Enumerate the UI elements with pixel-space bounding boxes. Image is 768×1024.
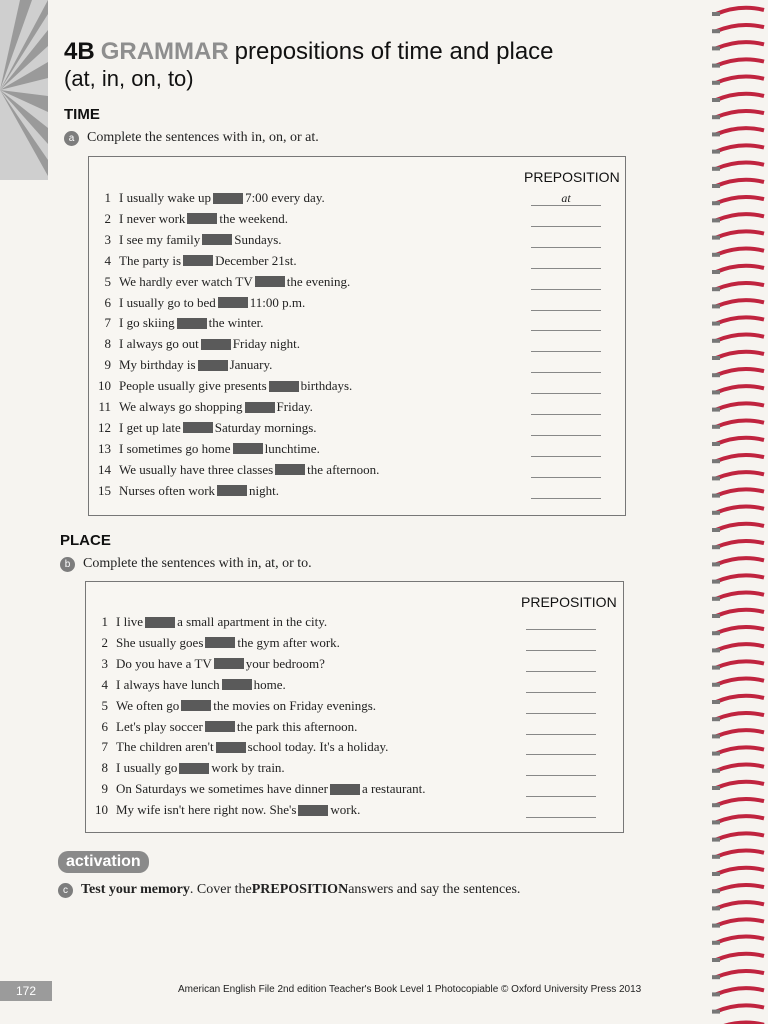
- sentence-number: 3: [104, 231, 111, 247]
- spiral-loop: [716, 128, 764, 134]
- sentence-end: home.: [253, 676, 286, 692]
- spiral-loop: [716, 782, 764, 788]
- spiral-hole: [712, 201, 720, 205]
- sentence-end: work.: [330, 802, 361, 818]
- spiral-loop: [716, 885, 764, 891]
- blank-gap: [183, 422, 213, 433]
- sentence-start: Do you have a TV: [116, 655, 212, 671]
- answer-line[interactable]: [526, 782, 596, 797]
- answer-line[interactable]: [526, 720, 596, 735]
- sentence-end: a small apartment in the city.: [177, 614, 328, 629]
- page-title: [64, 38, 554, 66]
- unit-code: 4B: [64, 38, 95, 65]
- sentence-end: Saturday mornings.: [214, 419, 317, 435]
- spiral-loop: [716, 919, 764, 925]
- spiral-hole: [712, 683, 720, 687]
- sentence-number: 15: [98, 482, 111, 498]
- spiral-hole: [712, 81, 720, 85]
- sentence-number: 8: [101, 760, 108, 776]
- time-preposition-header: PREPOSITION: [524, 169, 620, 185]
- sentence-row: [89, 440, 320, 458]
- blank-gap: [298, 805, 328, 816]
- blank-gap: [218, 297, 248, 308]
- spiral-hole: [712, 167, 720, 171]
- grammar-label: GRAMMAR: [100, 38, 229, 65]
- spiral-hole: [712, 218, 720, 222]
- spiral-loop: [716, 988, 764, 994]
- sentence-start: I go skiing: [119, 315, 175, 331]
- spiral-loop: [716, 541, 764, 547]
- sentence-start: We always go shopping: [119, 399, 243, 414]
- sentence-start: I live: [116, 614, 144, 629]
- sentence-row: [89, 314, 264, 332]
- answer-line[interactable]: [531, 233, 601, 248]
- sentence-row: [89, 482, 279, 500]
- sentence-number: 12: [98, 419, 111, 435]
- spiral-hole: [712, 631, 720, 635]
- spiral-loop: [716, 180, 764, 186]
- sentence-row: [86, 697, 376, 715]
- blank-gap: [213, 193, 243, 204]
- spiral-hole: [712, 408, 720, 412]
- sentence-start: I always go out: [119, 336, 199, 352]
- footer-credit: American English File 2nd edition Teacher's Book Level 1 Photocopiable © Oxford University Press 2013: [178, 984, 642, 995]
- sentence-number: 9: [104, 357, 111, 373]
- sentence-start: I sometimes go home: [119, 440, 231, 456]
- spiral-hole: [712, 494, 720, 498]
- spiral-loop: [716, 765, 764, 771]
- spiral-loop: [716, 610, 764, 616]
- spiral-hole: [712, 236, 720, 240]
- answer-line[interactable]: [531, 463, 601, 478]
- spiral-loop: [716, 214, 764, 220]
- sentence-row: [86, 676, 286, 694]
- spiral-hole: [712, 270, 720, 274]
- spiral-hole: [712, 322, 720, 326]
- sentence-end: lunchtime.: [264, 440, 320, 456]
- spiral-loop: [716, 386, 764, 392]
- sentence-end: 11:00 p.m.: [249, 294, 306, 310]
- spiral-loop: [716, 954, 764, 960]
- sentence-end: the evening.: [286, 273, 351, 289]
- answer-line[interactable]: [526, 761, 596, 776]
- spiral-hole: [712, 373, 720, 377]
- blank-gap: [255, 276, 285, 287]
- answer-line[interactable]: [526, 699, 596, 714]
- sentence-start: People usually give presents: [119, 378, 267, 394]
- sentence-end: 7:00 every day.: [245, 190, 325, 205]
- answer-line[interactable]: at: [531, 191, 601, 206]
- spiral-loop: [716, 317, 764, 323]
- spiral-loop: [716, 696, 764, 702]
- sentence-number: 10: [98, 378, 111, 394]
- spiral-hole: [712, 752, 720, 756]
- spiral-hole: [712, 184, 720, 188]
- sentence-row: [86, 655, 325, 673]
- spiral-loop: [716, 145, 764, 151]
- spiral-hole: [712, 442, 720, 446]
- spiral-hole: [712, 29, 720, 33]
- sentence-row: [86, 613, 327, 631]
- blank-gap: [205, 637, 235, 648]
- sentence-start: Nurses often work: [119, 482, 216, 498]
- sentence-row: [86, 759, 285, 777]
- activation-text-after: answers and say the sentences.: [348, 882, 521, 897]
- spiral-hole: [712, 924, 720, 928]
- spiral-loop: [716, 816, 764, 822]
- answer-line[interactable]: [531, 316, 601, 331]
- sentence-number: 6: [101, 718, 108, 734]
- spiral-hole: [712, 975, 720, 979]
- spiral-hole: [712, 614, 720, 618]
- sentence-start: I see my family: [119, 231, 201, 247]
- sentence-end: the afternoon.: [307, 461, 380, 477]
- spiral-loop: [716, 627, 764, 633]
- spiral-loop: [716, 971, 764, 977]
- sentence-row: [86, 780, 425, 798]
- sentence-start: We hardly ever watch TV: [119, 273, 253, 289]
- spiral-loop: [716, 593, 764, 599]
- activation-label: activation: [58, 851, 149, 873]
- sentence-start: I get up late: [119, 419, 181, 435]
- spiral-loop: [716, 249, 764, 255]
- spiral-hole: [712, 98, 720, 102]
- sentence-number: 3: [101, 655, 108, 671]
- spiral-hole: [712, 666, 720, 670]
- sentence-end: Friday night.: [232, 336, 300, 352]
- spiral-loop: [716, 507, 764, 513]
- sentence-start: On Saturdays we sometimes have dinner: [116, 781, 328, 797]
- spiral-loop: [716, 730, 764, 736]
- sentence-start: I usually go: [116, 760, 178, 776]
- spiral-hole: [712, 132, 720, 136]
- spiral-hole: [712, 304, 720, 308]
- sentence-start: She usually goes: [116, 634, 204, 650]
- blank-gap: [275, 464, 305, 475]
- spiral-hole: [712, 545, 720, 549]
- spiral-hole: [712, 992, 720, 996]
- sentence-row: [89, 398, 313, 416]
- sentence-start: The children aren't: [116, 739, 214, 755]
- spiral-loop: [716, 163, 764, 169]
- sunburst-decoration: [0, 0, 48, 180]
- blank-gap: [269, 381, 299, 392]
- place-heading: PLACE: [60, 532, 111, 549]
- sentence-end: the movies on Friday evenings.: [213, 697, 377, 713]
- sentence-start: My birthday is: [119, 357, 196, 373]
- spiral-hole: [712, 803, 720, 807]
- sentence-number: 11: [98, 399, 111, 414]
- spiral-loop: [716, 197, 764, 203]
- sentence-end: Friday.: [276, 399, 313, 414]
- sentence-end: night.: [249, 482, 280, 498]
- answer-line[interactable]: [531, 400, 601, 415]
- sentence-row: [89, 210, 288, 228]
- blank-gap: [216, 742, 246, 753]
- blank-gap: [217, 485, 247, 496]
- spiral-hole: [712, 12, 720, 16]
- sentence-end: the park this afternoon.: [236, 718, 358, 734]
- answer-line[interactable]: [526, 803, 596, 818]
- spiral-hole: [712, 769, 720, 773]
- sentence-start: I usually wake up: [119, 190, 212, 205]
- answer-line[interactable]: [531, 484, 601, 499]
- spiral-loop: [716, 421, 764, 427]
- blank-gap: [177, 318, 207, 329]
- spiral-hole: [712, 253, 720, 257]
- sentence-end: Sundays.: [234, 231, 282, 247]
- spiral-hole: [712, 872, 720, 876]
- time-instruction: [64, 130, 319, 146]
- sentence-row: [89, 377, 352, 395]
- spiral-loop: [716, 42, 764, 48]
- page-subtitle: (at, in, on, to): [64, 66, 194, 91]
- sentence-number: 5: [104, 273, 111, 289]
- sentence-row: [89, 294, 305, 312]
- blank-gap: [179, 763, 209, 774]
- spiral-hole: [712, 46, 720, 50]
- blank-gap: [233, 443, 263, 454]
- sentence-end: birthdays.: [300, 378, 353, 394]
- answer-line[interactable]: [531, 254, 601, 269]
- spiral-hole: [712, 700, 720, 704]
- sentence-end: December 21st.: [215, 252, 297, 268]
- spiral-hole: [712, 717, 720, 721]
- sentence-number: 2: [101, 634, 108, 650]
- sentence-row: [89, 356, 272, 374]
- spiral-hole: [712, 459, 720, 463]
- sentence-end: work by train.: [211, 760, 285, 776]
- sentence-number: 1: [101, 614, 108, 629]
- sentence-row: [86, 718, 357, 736]
- sentence-start: Let's play soccer: [116, 718, 203, 734]
- answer-line[interactable]: [531, 358, 601, 373]
- spiral-loop: [716, 937, 764, 943]
- spiral-loop: [716, 403, 764, 409]
- sentence-number: 5: [101, 697, 108, 713]
- answer-line[interactable]: [531, 379, 601, 394]
- sentence-start: I usually go to bed: [119, 294, 216, 310]
- answer-line[interactable]: [526, 678, 596, 693]
- answer-line[interactable]: [531, 421, 601, 436]
- answer-line[interactable]: [531, 296, 601, 311]
- spiral-hole: [712, 150, 720, 154]
- activation-bold2: PREPOSITION: [251, 882, 349, 897]
- spiral-hole: [712, 734, 720, 738]
- sentence-start: The party is: [119, 252, 182, 268]
- sentence-row: [89, 189, 325, 207]
- spiral-loop: [716, 231, 764, 237]
- time-instruction-text: Complete the sentences with in, on, or at.: [87, 130, 319, 145]
- sentence-number: 10: [95, 802, 108, 818]
- blank-gap: [330, 784, 360, 795]
- answer-line[interactable]: [526, 740, 596, 755]
- sentence-row: [89, 335, 300, 353]
- spiral-hole: [712, 580, 720, 584]
- spiral-loop: [716, 455, 764, 461]
- blank-gap: [187, 213, 217, 224]
- spiral-hole: [712, 356, 720, 360]
- spiral-hole: [712, 511, 720, 515]
- spiral-loop: [716, 833, 764, 839]
- answer-line[interactable]: [531, 337, 601, 352]
- spiral-loop: [716, 352, 764, 358]
- spiral-loop: [716, 868, 764, 874]
- blank-gap: [205, 721, 235, 732]
- spiral-loop: [716, 747, 764, 753]
- answer-line[interactable]: [531, 212, 601, 227]
- sentence-number: 13: [98, 440, 111, 456]
- spiral-loop: [716, 575, 764, 581]
- answer-line[interactable]: [531, 275, 601, 290]
- time-heading: TIME: [64, 106, 100, 123]
- sentence-end: the winter.: [208, 315, 264, 331]
- spiral-loop: [716, 661, 764, 667]
- section-badge-b: b: [60, 557, 75, 572]
- sentence-row: [89, 461, 379, 479]
- spiral-hole: [712, 528, 720, 532]
- spiral-hole: [712, 941, 720, 945]
- spiral-loop: [716, 369, 764, 375]
- spiral-loop: [716, 679, 764, 685]
- spiral-loop: [716, 1005, 764, 1011]
- blank-gap: [202, 234, 232, 245]
- sentence-end: a restaurant.: [361, 781, 426, 797]
- sentence-number: 4: [104, 252, 111, 268]
- sentence-start: We often go: [116, 697, 180, 713]
- blank-gap: [183, 255, 213, 266]
- answer-line[interactable]: [526, 615, 596, 630]
- spiral-loop: [716, 77, 764, 83]
- spiral-hole: [712, 889, 720, 893]
- sentence-number: 7: [104, 315, 111, 331]
- blank-gap: [201, 339, 231, 350]
- topic-label: prepositions of time and place: [234, 38, 554, 65]
- activation-bold: Test your memory: [81, 882, 190, 897]
- spiral-loop: [716, 489, 764, 495]
- spiral-loop: [716, 902, 764, 908]
- spiral-hole: [712, 1010, 720, 1014]
- sentence-row: [89, 419, 317, 437]
- sentence-end: the weekend.: [219, 210, 289, 226]
- place-preposition-header: PREPOSITION: [521, 594, 617, 610]
- sentence-number: 6: [104, 294, 111, 310]
- spiral-hole: [712, 425, 720, 429]
- spiral-hole: [712, 838, 720, 842]
- blank-gap: [222, 679, 252, 690]
- section-badge-a: a: [64, 131, 79, 146]
- sentence-row: [86, 801, 360, 819]
- sentence-number: 1: [104, 190, 111, 205]
- spiral-loop: [716, 558, 764, 564]
- blank-gap: [181, 700, 211, 711]
- sentence-number: 8: [104, 336, 111, 352]
- answer-line[interactable]: [531, 442, 601, 457]
- spiral-loop: [716, 266, 764, 272]
- sentence-start: I never work: [119, 210, 186, 226]
- spiral-hole: [712, 855, 720, 859]
- sentence-start: We usually have three classes: [119, 461, 274, 477]
- spiral-hole: [712, 287, 720, 291]
- activation-text-before: . Cover the: [189, 882, 252, 897]
- spiral-loop: [716, 472, 764, 478]
- sentence-end: your bedroom?: [245, 655, 325, 671]
- spiral-binding: [710, 0, 768, 1024]
- sentence-number: 14: [98, 461, 111, 477]
- sentence-row: [89, 273, 350, 291]
- sentence-end: the gym after work.: [237, 634, 340, 650]
- blank-gap: [245, 402, 275, 413]
- spiral-loop: [716, 438, 764, 444]
- spiral-loop: [716, 713, 764, 719]
- place-instruction-text: Complete the sentences with in, at, or to.: [83, 556, 312, 571]
- spiral-loop: [716, 25, 764, 31]
- blank-gap: [198, 360, 228, 371]
- spiral-hole: [712, 786, 720, 790]
- time-exercise-box: [88, 156, 626, 516]
- spiral-loop: [716, 335, 764, 341]
- sentence-row: [89, 231, 282, 249]
- spiral-loop: [716, 644, 764, 650]
- sentence-number: 2: [104, 210, 111, 226]
- sentence-row: [86, 634, 340, 652]
- spiral-loop: [716, 799, 764, 805]
- spiral-hole: [712, 597, 720, 601]
- spiral-loop: [716, 59, 764, 65]
- spiral-loop: [716, 851, 764, 857]
- sentence-number: 9: [101, 781, 108, 797]
- spiral-loop: [716, 111, 764, 117]
- blank-gap: [145, 617, 175, 628]
- spiral-hole: [712, 820, 720, 824]
- spiral-loop: [716, 283, 764, 289]
- spiral-loop: [716, 8, 764, 14]
- spiral-hole: [712, 648, 720, 652]
- spiral-hole: [712, 476, 720, 480]
- page-number: 172: [0, 981, 52, 1001]
- spiral-loop: [716, 94, 764, 100]
- answer-line[interactable]: [526, 657, 596, 672]
- spiral-hole: [712, 64, 720, 68]
- sentence-end: January.: [229, 357, 273, 373]
- place-instruction: [60, 556, 312, 572]
- sentence-end: school today. It's a holiday.: [247, 739, 389, 755]
- place-exercise-box: [85, 581, 624, 833]
- spiral-hole: [712, 115, 720, 119]
- blank-gap: [214, 658, 244, 669]
- spiral-loop: [716, 300, 764, 306]
- section-badge-c: c: [58, 883, 73, 898]
- spiral-hole: [712, 390, 720, 394]
- sentence-row: [89, 252, 297, 270]
- spiral-hole: [712, 339, 720, 343]
- answer-line[interactable]: [526, 636, 596, 651]
- activation-instruction: [58, 882, 520, 898]
- spiral-hole: [712, 906, 720, 910]
- sentence-start: My wife isn't here right now. She's: [116, 802, 297, 818]
- sentence-number: 4: [101, 676, 108, 692]
- spiral-hole: [712, 562, 720, 566]
- sentence-number: 7: [101, 739, 108, 755]
- sentence-start: I always have lunch: [116, 676, 220, 692]
- sentence-row: [86, 738, 388, 756]
- spiral-hole: [712, 958, 720, 962]
- spiral-loop: [716, 524, 764, 530]
